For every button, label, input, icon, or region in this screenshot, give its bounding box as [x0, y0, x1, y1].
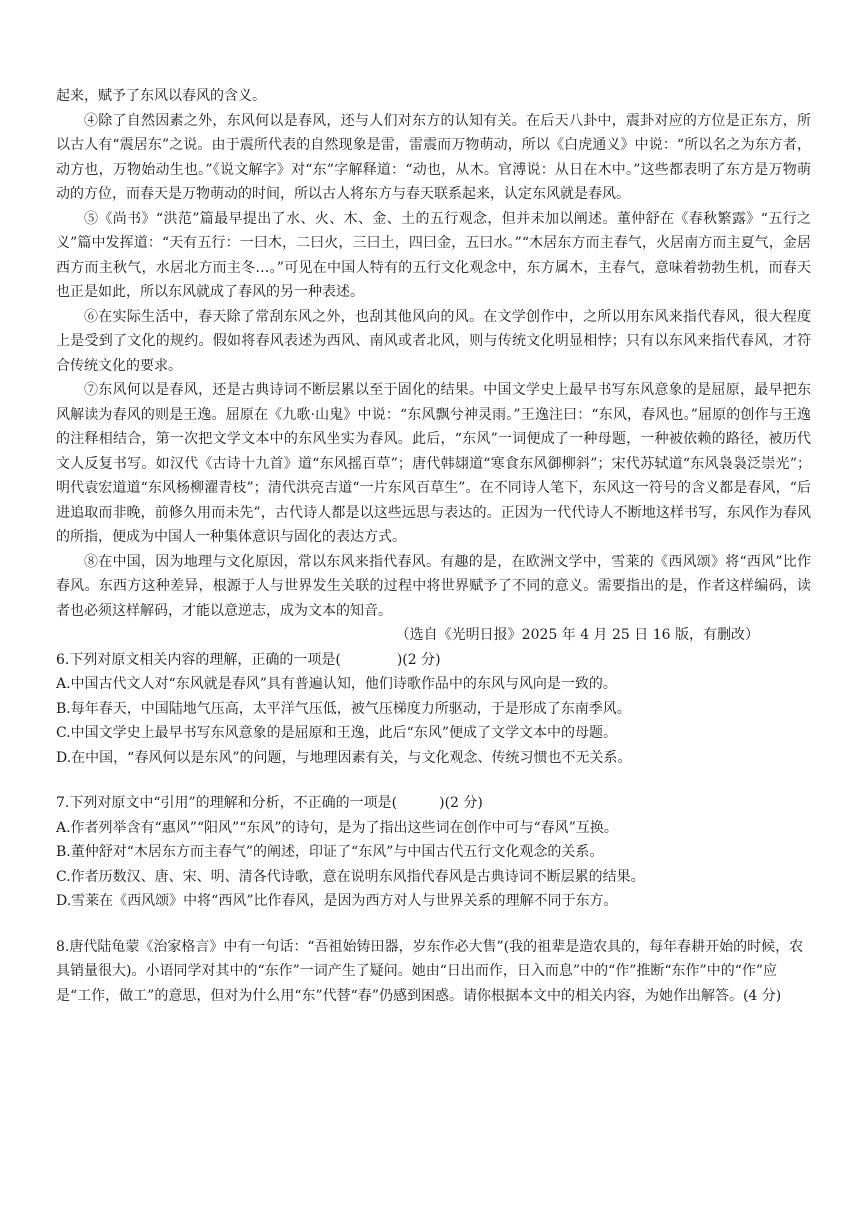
spacer [56, 770, 811, 791]
article-body [56, 84, 811, 648]
article-paragraph-8: ⑧在中国，因为地理与文化原因，常以东风来指代春风。有趣的是，在欧洲文学中，雪莱的《西风颂》将“西风”比作春风。东西方这种差异，根源于人与世界发生关联的过程中将世界赋予了不同的意义。需要指出的是，作者这样编码，读者也必须这样解码，才能以意逆志，成为文本的知音。 [56, 553, 811, 619]
question-7-option-a[interactable]: A.作者列举含有“惠风”“阳风”“东风”的诗句，是为了指出这些词在创作中可与“春风”互换。 [56, 819, 618, 836]
article-paragraph-7: ⑦东风何以是春风，还是古典诗词不断层累以至于固化的结果。中国文学史上最早书写东风意象的是屈原，最早把东风解读为春风的则是王逸。屈原在《九歌·山鬼》中说：“东风飘兮神灵雨。”王逸注曰：“东风，春风也。”屈原的创作与王逸的注释相结合，第一次把文学文本中的东风坐实为春风。此后，“东风”一词便成了一种母题，一种被依赖的路径，被历代文人反复书写。如汉代《古诗十九首》道“东风摇百草”；唐代韩翃道“寒食东风御柳斜”；宋代苏轼道“东风袅袅泛崇光”；明代袁宏道道“东风杨柳濯青枝”；清代洪亮吉道“一片东风百草生”。在不同诗人笔下，东风这一符号的含义都是春风，“后进追取而非晚，前修久用而未先”，古代诗人都是以这些远思与表达的。正因为一代代诗人不断地这样书写，东风作为春风的所指，便成为中国人一种集体意识与固化的表达方式。 [56, 382, 811, 545]
question-7 [56, 791, 811, 914]
question-7-option-b[interactable]: B.董仲舒对“木居东方而主春气”的阐述，印证了“东风”与中国古代五行文化观念的关系。 [56, 844, 604, 860]
article-source: （选自《光明日报》2025 年 4 月 25 日 16 版，有删改） [395, 627, 759, 643]
question-6 [56, 648, 811, 771]
spacer [56, 914, 811, 935]
question-7-option-d[interactable]: D.雪莱在《西风颂》中将“西风”比作春风，是因为西方对人与世界关系的理解不同于东方。 [56, 893, 618, 909]
article-paragraph-1: 起来，赋予了东风以春风的含义。 [56, 88, 266, 104]
question-8-stem: 8.唐代陆龟蒙《治家格言》中有一句话：“吾祖始铸田器，岁东作必大售”(我的祖辈是造农具的，每年春耕开始的时候，农具销量很大)。小语同学对其中的“东作”一词产生了疑问。她由“日出而作，日入而息”中的“作”推断“东作”中的“作”应是“工作，做工”的意思，但对为什么用“东”代替“春”仍感到困惑。请你根据本文中的相关内容，为她作出解答。(4 分) [56, 938, 804, 1004]
question-8 [56, 935, 811, 1009]
question-7-stem: 7.下列对原文中“引用”的理解和分析，不正确的一项是( )(2 分) [56, 795, 483, 811]
article-paragraph-4: ④除了自然因素之外，东风何以是春风，还与人们对东方的认知有关。在后天八卦中，震卦对应的方位是正东方，所以古人有“震居东”之说。由于震所代表的自然现象是雷，雷震而万物萌动，所以《白虎通义》中说：“所以名之为东方者，动方也，万物始动生也。”《说文解字》对“东”字解释道：“动也，从木。官溥说：从日在木中。”这些都表明了东方是万物萌动的方位，而春天是万物萌动的时间，所以古人将东方与春天联系起来，认定东风就是春风。 [56, 112, 811, 202]
question-6-option-c[interactable]: C.中国文学史上最早书写东风意象的是屈原和王逸，此后“东风”便成了文学文本中的母题。 [56, 725, 617, 741]
article-paragraph-5: ⑤《尚书》“洪范”篇最早提出了水、火、木、金、土的五行观念，但并未加以阐述。董仲舒在《春秋繁露》“五行之义”篇中发挥道：“天有五行：一曰木，二曰火，三曰土，四曰金，五曰水。”“木居东方而主春气，火居南方而主夏气，金居西方而主秋气，水居北方而主冬…。”可见在中国人特有的五行文化观念中，东方属木，主春气，意味着勃勃生机，而春天也正是如此，所以东风就成了春风的另一种表述。 [56, 210, 811, 300]
question-6-option-b[interactable]: B.每年春天，中国陆地气压高，太平洋气压低，被气压梯度力所驱动，于是形成了东南季风。 [56, 700, 631, 717]
question-6-option-d[interactable]: D.在中国，“春风何以是东风”的问题，与地理因素有关，与文化观念、传统习惯也不无关系。 [56, 749, 632, 766]
question-6-option-a[interactable]: A.中国古代文人对“东风就是春风”具有普遍认知，他们诗歌作品中的东风与风向是一致的。 [56, 676, 617, 692]
question-6-stem: 6.下列对原文相关内容的理解，正确的一项是( )(2 分) [56, 651, 441, 668]
question-7-option-c[interactable]: C.作者历数汉、唐、宋、明、清各代诗歌，意在说明东风指代春风是古典诗词不断层累的结果。 [56, 868, 645, 885]
article-paragraph-6: ⑥在实际生活中，春天除了常刮东风之外，也刮其他风向的风。在文学创作中，之所以用东风来指代春风，很大程度上是受到了文化的规约。假如将春风表述为西风、南风或者北风，则与传统文化明显相悖；只有以东风来指代春风，才符合传统文化的要求。 [56, 308, 811, 374]
